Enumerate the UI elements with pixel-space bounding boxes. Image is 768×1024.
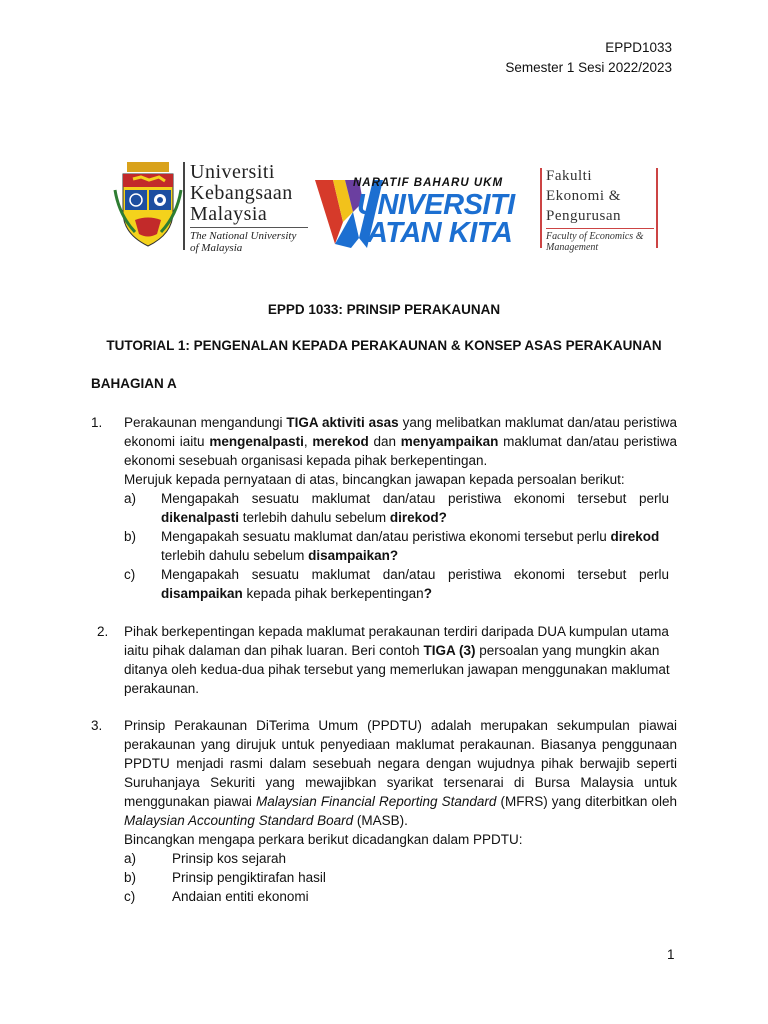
page-number: 1 [667,947,675,962]
question-1-instruction: Merujuk kepada pernyataan di atas, bincangkan jawapan kepada persoalan berikut: [124,472,625,487]
q1b-text: Mengapakah sesuatu maklumat dan/atau peristiwa ekonomi tersebut perlu direkod terlebih dahulu sebelum disampaikan? [161,529,660,563]
q3b-text: Prinsip pengiktirafan hasil [172,870,326,885]
fep-wordmark [546,166,656,253]
question-3-number: 3. [91,718,103,733]
ukm-name-line-3: Malaysia [190,203,268,225]
ukm-english-line-1: The National University [190,230,297,242]
q3b-label: b) [124,870,137,885]
ukm-name-line-2: Kebangsaan [190,182,293,204]
semester-label: Semester 1 Sesi 2022/2023 [505,60,672,75]
fep-divider-right [656,168,658,248]
q1a-text: Mengapakah sesuatu maklumat dan/atau peristiwa ekonomi tersebut perlu dikenalpasti terlebih dahulu sebelum direkod? [161,491,669,525]
q1c-label: c) [124,567,136,582]
fep-english-line-2: Management [546,242,599,253]
campaign-top-text: NARATIF BAHARU UKM [353,177,504,189]
fep-name-line-2: Ekonomi & [546,188,621,204]
section-heading: BAHAGIAN A [91,376,177,391]
campaign-logo [313,172,538,250]
q1b-label: b) [124,529,137,544]
q1c-text: Mengapakah sesuatu maklumat dan/atau peristiwa ekonomi tersebut perlu disampaikan kepada pihak berkepentingan? [161,567,669,601]
fep-name-line-3: Pengurusan [546,208,621,224]
ukm-crest-icon [113,160,183,250]
course-code: EPPD1033 [605,40,672,55]
q3a-label: a) [124,851,137,866]
q3a-text: Prinsip kos sejarah [172,851,287,866]
question-3-text: Prinsip Perakaunan DiTerima Umum (PPDTU) adalah merupakan sekumpulan piawai perakaunan yang dirujuk untuk penyediaan maklumat perakaunan. Biasanya penggunaan PPDTU menjadi rasmi dalam sesebuah negara dengan wujudnya pihak berwajib seperti Suruhanjaya Sekuriti yang mewajibkan syarikat tersenarai di Bursa Malaysia untuk menggunakan piawai Malaysian Financial Reporting Standard (MFRS) yang diterbitkan oleh Malaysian Accounting Standard Board (MASB). [124,718,678,828]
tutorial-title: TUTORIAL 1: PENGENALAN KEPADA PERAKAUNAN & KONSEP ASAS PERAKAUNAN [106,338,662,353]
fep-divider-left [540,168,542,248]
fep-english-line-1: Faculty of Economics & [546,231,644,242]
question-2-number: 2. [97,624,109,639]
ukm-wordmark [190,162,315,254]
question-2-text: Pihak berkepentingan kepada maklumat perakaunan terdiri daripada DUA kumpulan utama iaitu pihak dalaman dan pihak luaran. Beri contoh TIGA (3) persoalan yang mungkin akan ditanya oleh kedua-dua pihak tersebut yang memerlukan jawapan menggunakan maklumat perakaunan. [124,624,670,696]
question-1-number: 1. [91,415,103,430]
q1a-label: a) [124,491,137,506]
ukm-name-line-1: Universiti [190,161,275,183]
q3c-text: Andaian entiti ekonomi [172,889,309,904]
campaign-line-2: ATAN KITA [367,217,513,249]
campaign-line-1: UNIVERSITI [357,189,515,221]
question-3-instruction: Bincangkan mengapa perkara berikut dicadangkan dalam PPDTU: [124,832,523,847]
fep-name-line-1: Fakulti [546,168,593,184]
course-title: EPPD 1033: PRINSIP PERAKAUNAN [267,302,501,317]
question-1-text: Perakaunan mengandungi TIGA aktiviti asas yang melibatkan maklumat dan/atau peristiwa ekonomi iaitu mengenalpasti, merekod dan menyampaikan maklumat dan/atau peristiwa ekonomi sesebuah organisasi kepada pihak berkepentingan. [124,415,677,468]
ukm-divider [183,162,185,250]
q3c-label: c) [124,889,136,904]
ukm-english-line-2: of Malaysia [190,242,243,254]
